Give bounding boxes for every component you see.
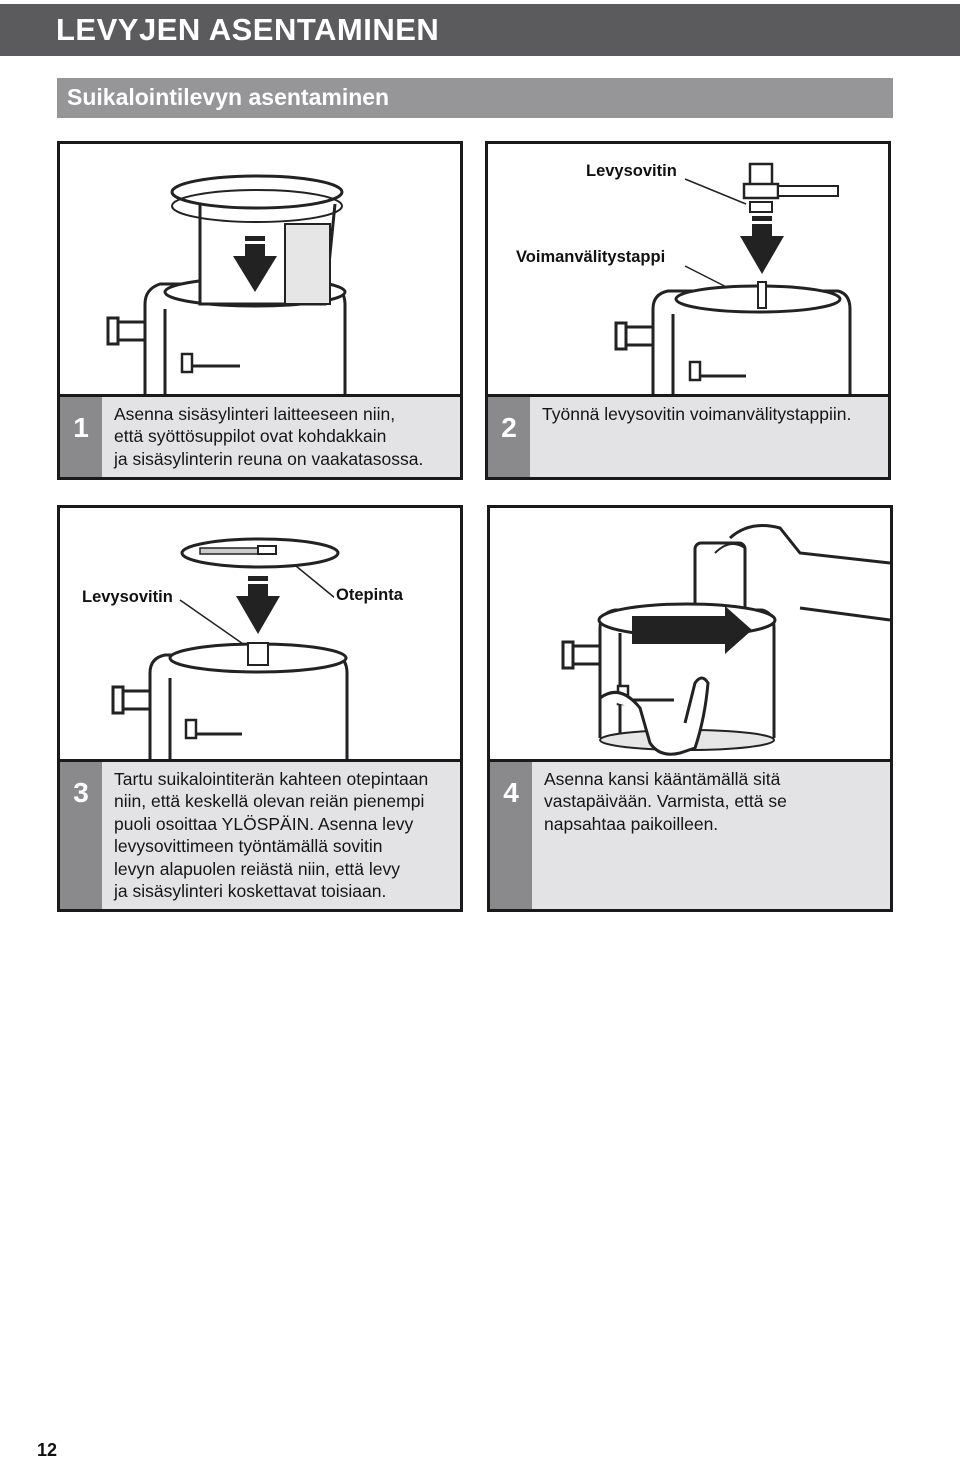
step-3-panel xyxy=(57,505,463,912)
step-4-panel xyxy=(487,505,893,912)
disc-adapter-drive-shaft-illustration xyxy=(488,144,888,399)
step-3-text: Tartu suikalointiterän kahteen otepintaan niin, että keskellä olevan reiän pienempi puoli osoittaa YLÖSPÄIN. Asenna levy levysovittimeen työntämällä sovitin levyn alapuolen reiästä niin, että levy ja sisäsylinteri koskettavat toisiaan. xyxy=(114,769,429,902)
step-3-illustration xyxy=(60,508,460,765)
step-4-illustration xyxy=(490,508,890,765)
step-3-caption xyxy=(60,759,460,909)
step-2-number: 2 xyxy=(488,397,530,477)
step-1-caption xyxy=(60,394,460,477)
step-4-text: Asenna kansi kääntämällä sitä vastapäivään. Varmista, että se napsahtaa paikoilleen. xyxy=(544,769,787,834)
disc-adapter-callout: Levysovitin xyxy=(82,588,173,606)
step-2-illustration xyxy=(488,144,888,399)
mixer-bowl-inner-cylinder-illustration xyxy=(60,144,460,399)
drive-shaft-callout: Voimanvälitystappi xyxy=(516,248,666,266)
disc-adapter-callout: Levysovitin xyxy=(586,162,677,180)
step-1-illustration xyxy=(60,144,460,399)
page-number: 12 xyxy=(37,1440,58,1460)
section-title: Suikalointilevyn asentaminen xyxy=(67,84,390,110)
step-1-number: 1 xyxy=(60,397,102,477)
grip-area-callout: Otepinta xyxy=(336,586,403,604)
step-2-caption xyxy=(488,394,888,477)
step-2-panel xyxy=(485,141,891,480)
step-1-text: Asenna sisäsylinteri laitteeseen niin, että syöttösuppilot ovat kohdakkain ja sisäsylinterin reuna on vaakatasossa. xyxy=(114,404,424,469)
step-3-number: 3 xyxy=(60,762,102,909)
page-title: LEVYJEN ASENTAMINEN xyxy=(56,12,440,47)
page-header xyxy=(0,4,960,56)
step-2-text: Työnnä levysovitin voimanvälitystappiin. xyxy=(542,404,852,424)
shredding-disc-illustration xyxy=(60,508,460,765)
bowl-lid-twist-illustration xyxy=(490,508,890,765)
step-4-number: 4 xyxy=(490,762,532,909)
section-header xyxy=(57,78,893,118)
step-4-caption xyxy=(490,759,890,909)
step-1-panel xyxy=(57,141,463,480)
